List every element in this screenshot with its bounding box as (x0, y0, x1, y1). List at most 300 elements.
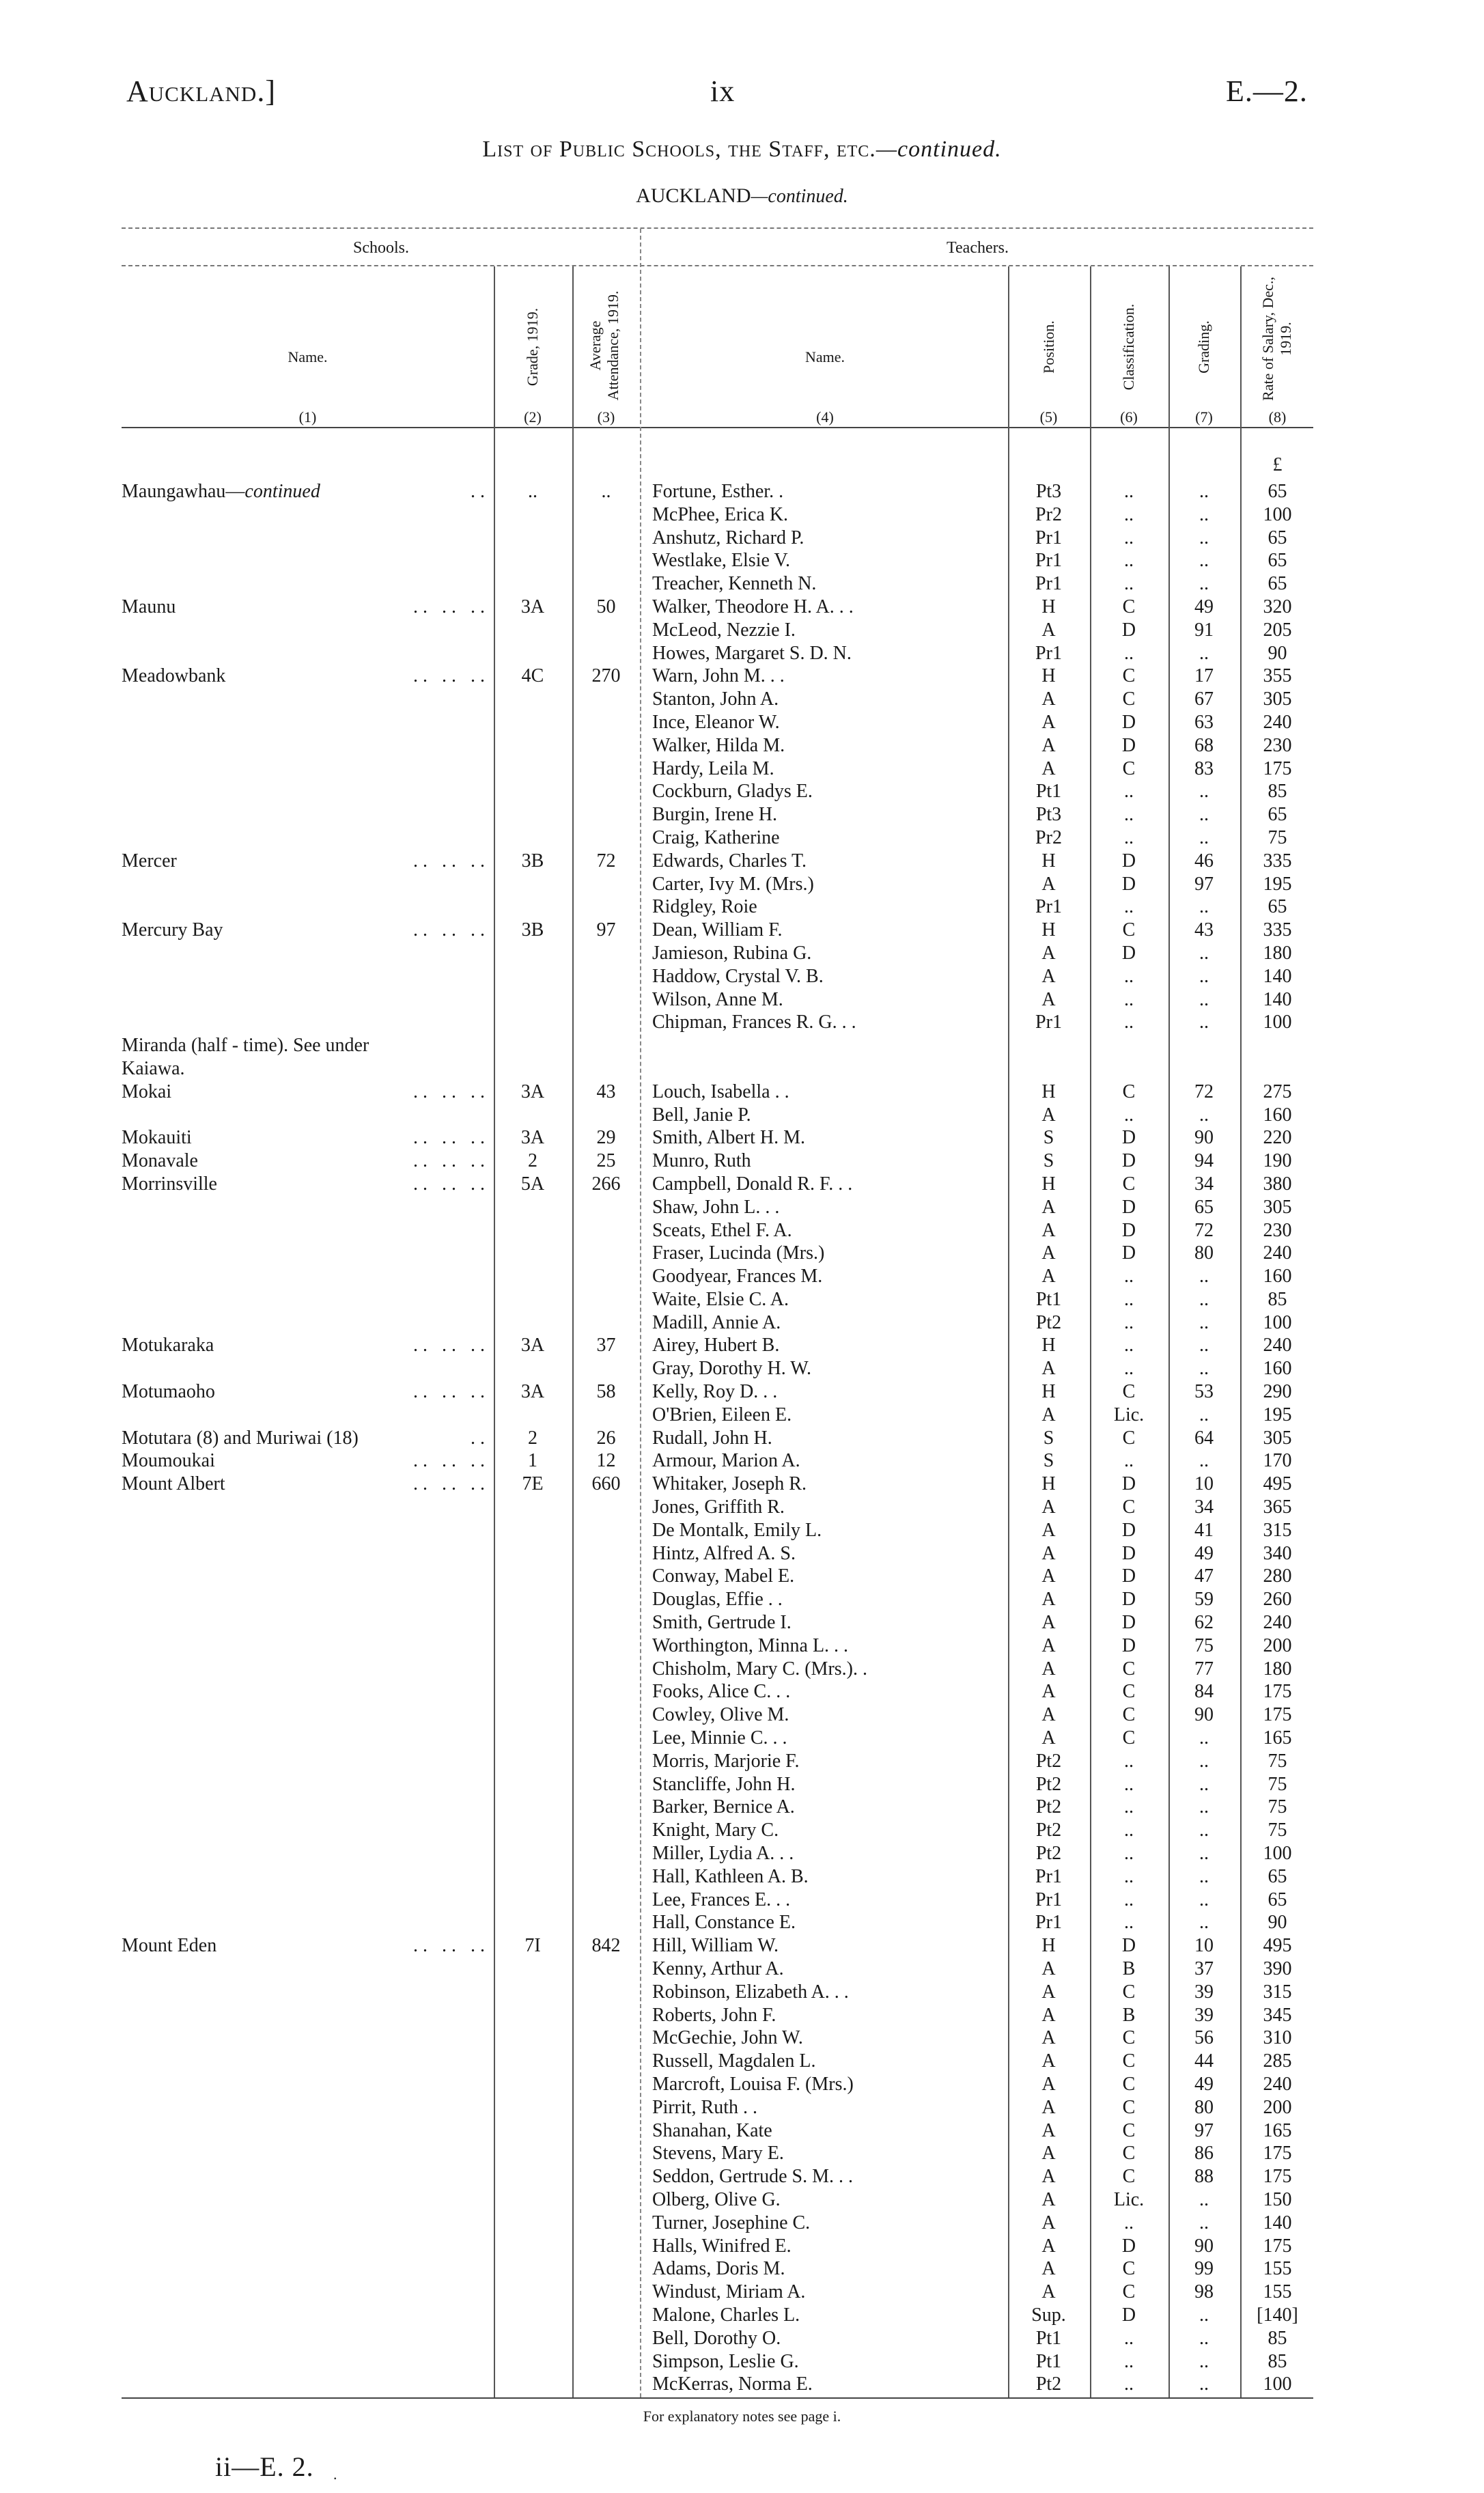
table-row (0, 2096, 1484, 2119)
cell-salary: 90 (1268, 1912, 1287, 1934)
cell-teacher-name: McPhee, Erica K. (652, 503, 789, 525)
cell-attendance: .. (601, 481, 611, 502)
cell-grading: .. (1199, 804, 1209, 826)
cell-salary: 140 (1263, 988, 1292, 1010)
cell-grade: 3A (520, 1127, 545, 1149)
table-row (0, 1219, 1484, 1242)
cell-position: A (1041, 1589, 1056, 1611)
cell-teacher-name: Roberts, John F. (652, 2004, 776, 2026)
cell-classification: C (1122, 2166, 1136, 2188)
cell-grading: .. (1199, 1104, 1209, 1126)
cell-attendance: 26 (596, 1427, 616, 1449)
cell-teacher-name: Craig, Katherine (652, 826, 780, 848)
footer-mark: . (333, 2466, 337, 2483)
cell-salary: 220 (1263, 1127, 1292, 1149)
cell-classification: .. (1124, 1912, 1134, 1934)
table-row (0, 1265, 1484, 1288)
cell-grading: .. (1199, 1773, 1209, 1795)
cell-position: A (1041, 1704, 1056, 1726)
cell-teacher-name: Sceats, Ethel F. A. (652, 1219, 792, 1241)
list-title-continued: —continued. (876, 137, 1002, 162)
cell-teacher-name: Miller, Lydia A. . . (652, 1843, 794, 1865)
cell-classification: D (1121, 1519, 1136, 1541)
cell-attendance: 43 (596, 1081, 616, 1102)
cell-salary: 495 (1263, 1935, 1292, 1957)
cell-position: Pt3 (1035, 481, 1062, 502)
cell-salary: 180 (1263, 942, 1292, 964)
cell-teacher-name: Whitaker, Joseph R. (652, 1473, 807, 1495)
cell-position: A (1041, 942, 1056, 964)
cell-grade: 3A (520, 1335, 545, 1356)
cell-classification: .. (1124, 2212, 1134, 2233)
cell-teacher-name: Fooks, Alice C. . . (652, 1681, 791, 1703)
cell-classification: .. (1124, 1266, 1134, 1287)
cell-salary: 240 (1263, 711, 1292, 733)
cell-salary: 335 (1263, 919, 1292, 941)
cell-position: H (1041, 1081, 1056, 1102)
cell-position: A (1041, 1727, 1056, 1749)
cell-salary: 150 (1263, 2188, 1292, 2210)
cell-classification: D (1121, 2304, 1136, 2326)
cell-grading: 80 (1194, 1242, 1214, 1264)
table-row (0, 1311, 1484, 1335)
table-row (0, 688, 1484, 711)
table-row (0, 2050, 1484, 2073)
cell-position: A (1041, 1358, 1056, 1380)
header-report-code: E.—2. (1226, 74, 1308, 108)
cell-salary: 175 (1263, 1704, 1292, 1726)
col-number-5: (5) (1039, 408, 1058, 426)
table-row (0, 2142, 1484, 2165)
cell-position: A (1041, 1681, 1056, 1703)
cell-grade: 7I (524, 1935, 541, 1957)
cell-position: Pt2 (1035, 1311, 1062, 1333)
cell-position: A (1041, 2166, 1056, 2188)
cell-position: H (1041, 1935, 1056, 1957)
cell-leader-dots: . . . . . . (413, 1173, 485, 1195)
cell-teacher-name: Chisholm, Mary C. (Mrs.). . (652, 1658, 867, 1680)
cell-classification: C (1122, 2096, 1136, 2118)
cell-grading: 75 (1194, 1634, 1214, 1656)
cell-position: A (1041, 1266, 1056, 1287)
cell-teacher-name: Simpson, Leslie G. (652, 2350, 799, 2372)
cell-classification: C (1122, 757, 1136, 779)
cell-grading: 97 (1194, 2119, 1214, 2141)
cell-classification: .. (1124, 781, 1134, 803)
cell-classification: .. (1124, 1843, 1134, 1865)
cell-classification: .. (1124, 1773, 1134, 1795)
table-row (0, 895, 1484, 919)
cell-grading: 90 (1194, 2235, 1214, 2257)
cell-salary: 75 (1268, 1820, 1287, 1841)
list-title (0, 137, 1484, 163)
cell-grading: .. (1199, 1796, 1209, 1818)
cell-salary: 380 (1263, 1173, 1292, 1195)
cell-grade: 7E (522, 1473, 544, 1495)
cell-grading: 83 (1194, 757, 1214, 779)
cell-salary: 100 (1263, 1311, 1292, 1333)
cell-salary: 155 (1263, 2281, 1292, 2303)
cell-grading: 59 (1194, 1589, 1214, 1611)
cell-teacher-name: Ince, Eleanor W. (652, 711, 780, 733)
cell-teacher-name: Worthington, Minna L. . . (652, 1634, 849, 1656)
col-header-position: Position. (1040, 320, 1057, 374)
cell-grading: .. (1199, 1311, 1209, 1333)
table-row (0, 549, 1484, 572)
table-row (0, 1126, 1484, 1150)
cell-position: Pr1 (1035, 896, 1062, 918)
cell-position: A (1041, 1542, 1056, 1564)
col-header-classification: Classification. (1120, 303, 1137, 391)
cell-grading: 98 (1194, 2281, 1214, 2303)
cell-grading: .. (1199, 1912, 1209, 1934)
table-row (0, 1865, 1484, 1889)
cell-salary: 165 (1263, 2119, 1292, 2141)
cell-teacher-name: Hall, Constance E. (652, 1912, 796, 1934)
cell-position: A (1041, 988, 1056, 1010)
cell-grade: 3A (520, 596, 545, 617)
cell-school-name: Mount Albert (122, 1473, 225, 1495)
cell-position: H (1041, 596, 1056, 617)
cell-position: H (1041, 665, 1056, 687)
cell-position: S (1043, 1427, 1054, 1449)
cell-teacher-name: McGechie, John W. (652, 2027, 803, 2049)
cell-teacher-name: Gray, Dorothy H. W. (652, 1358, 812, 1380)
cell-grading: 53 (1194, 1381, 1214, 1403)
cell-classification: .. (1124, 1311, 1134, 1333)
cell-classification: .. (1124, 1865, 1134, 1887)
cell-grading: 99 (1194, 2258, 1214, 2280)
cell-classification: D (1121, 1473, 1136, 1495)
cell-teacher-name: Burgin, Irene H. (652, 804, 777, 826)
cell-position: Pr1 (1035, 642, 1062, 664)
cell-teacher-name: Halls, Winifred E. (652, 2235, 792, 2257)
cell-grading: 49 (1194, 1542, 1214, 1564)
cell-grading: .. (1199, 573, 1209, 595)
cell-position: Pr1 (1035, 573, 1062, 595)
header-page-number: ix (710, 74, 736, 108)
cell-grading: .. (1199, 942, 1209, 964)
cell-salary: 100 (1263, 503, 1292, 525)
table-row (0, 942, 1484, 965)
cell-position: Pt2 (1035, 1773, 1062, 1795)
cell-grading: 90 (1194, 1127, 1214, 1149)
cell-grade: 2 (528, 1427, 537, 1449)
cell-grade: 1 (528, 1450, 537, 1472)
cell-teacher-name: Haddow, Crystal V. B. (652, 965, 824, 987)
cell-position: Pt1 (1035, 1288, 1062, 1310)
table-row (0, 780, 1484, 803)
col-number-3: (3) (597, 408, 615, 426)
region-title-main: AUCKLAND (636, 184, 751, 207)
cell-classification: C (1122, 688, 1136, 710)
cell-position: A (1041, 1104, 1056, 1126)
cell-position: Pt2 (1035, 2373, 1062, 2395)
cell-position: Pr1 (1035, 527, 1062, 548)
cell-teacher-name: Shaw, John L. . . (652, 1196, 780, 1218)
cell-classification: C (1122, 1704, 1136, 1726)
cell-classification: D (1121, 1542, 1136, 1564)
cell-classification: .. (1124, 503, 1134, 525)
cell-salary: 230 (1263, 734, 1292, 756)
cell-grading: 17 (1194, 665, 1214, 687)
cell-salary: 175 (1263, 757, 1292, 779)
cell-position: Pt3 (1035, 804, 1062, 826)
cell-position: A (1041, 1658, 1056, 1680)
cell-school-name: Morrinsville (122, 1173, 217, 1195)
cell-classification: C (1122, 1081, 1136, 1102)
table-row (0, 1196, 1484, 1219)
cell-classification: D (1121, 1935, 1136, 1957)
cell-school-name: Maungawhau—continued (122, 481, 320, 502)
table-row (0, 2350, 1484, 2373)
cell-grading: 62 (1194, 1612, 1214, 1634)
table-row (0, 1288, 1484, 1311)
table-row (0, 1611, 1484, 1634)
cell-salary: 240 (1263, 1335, 1292, 1356)
cell-classification: C (1122, 1681, 1136, 1703)
cell-grade: 3A (520, 1081, 545, 1102)
cell-classification: .. (1124, 826, 1134, 848)
cell-position: A (1041, 2188, 1056, 2210)
cell-teacher-name: Edwards, Charles T. (652, 850, 807, 872)
table-row (0, 1427, 1484, 1450)
cell-grading: .. (1199, 481, 1209, 502)
cell-position: Pr1 (1035, 1865, 1062, 1887)
cell-grading: 91 (1194, 619, 1214, 641)
cell-grading: 80 (1194, 2096, 1214, 2118)
cell-attendance: 25 (596, 1150, 616, 1172)
cell-salary: 100 (1263, 1843, 1292, 1865)
cell-salary: 75 (1268, 1773, 1287, 1795)
table-row (0, 1404, 1484, 1427)
cell-attendance: 842 (591, 1935, 621, 1957)
cell-salary: 495 (1263, 1473, 1292, 1495)
cell-grading: .. (1199, 1750, 1209, 1772)
cell-position: A (1041, 2258, 1056, 2280)
cell-teacher-name: Smith, Gertrude I. (652, 1612, 792, 1634)
cell-salary: 165 (1263, 1727, 1292, 1749)
cell-salary: 355 (1263, 665, 1292, 687)
group-header-schools: Schools. (352, 239, 409, 257)
table-row (0, 1496, 1484, 1519)
table-row (0, 619, 1484, 642)
table-row (0, 1519, 1484, 1542)
cell-classification: .. (1124, 1012, 1134, 1033)
cell-teacher-name: Westlake, Elsie V. (652, 550, 791, 572)
cell-salary: 65 (1268, 1865, 1287, 1887)
cell-grading: .. (1199, 1288, 1209, 1310)
cell-classification: .. (1124, 1358, 1134, 1380)
cell-position: A (1041, 1519, 1056, 1541)
cell-salary: 200 (1263, 2096, 1292, 2118)
cell-grading: 72 (1194, 1081, 1214, 1102)
cell-grading: 77 (1194, 1658, 1214, 1680)
table-row (0, 734, 1484, 757)
cell-classification: .. (1124, 1750, 1134, 1772)
cell-position: H (1041, 1381, 1056, 1403)
cell-grading: 44 (1194, 2050, 1214, 2072)
cell-teacher-name: Dean, William F. (652, 919, 783, 941)
table-row (0, 1150, 1484, 1173)
cell-salary: 315 (1263, 1519, 1292, 1541)
cell-classification: .. (1124, 804, 1134, 826)
cell-position: Pr1 (1035, 1012, 1062, 1033)
cell-classification: C (1122, 1173, 1136, 1195)
cell-classification: D (1121, 873, 1136, 895)
table-row (0, 1634, 1484, 1658)
cell-leader-dots: . . (466, 1427, 485, 1449)
cell-salary: 180 (1263, 1658, 1292, 1680)
cell-classification: .. (1124, 1288, 1134, 1310)
cell-teacher-name: Turner, Josephine C. (652, 2212, 811, 2233)
table-row (0, 1173, 1484, 1196)
cell-position: A (1041, 2143, 1056, 2164)
cell-attendance: 29 (596, 1127, 616, 1149)
cell-position: Sup. (1031, 2304, 1066, 2326)
table-row (0, 2119, 1484, 2143)
cell-teacher-name: Munro, Ruth (652, 1150, 751, 1172)
cell-position: A (1041, 1981, 1056, 2003)
cell-classification: D (1121, 734, 1136, 756)
table-row (0, 2235, 1484, 2258)
table-row (0, 1565, 1484, 1588)
cell-salary: 320 (1263, 596, 1292, 617)
cell-teacher-name: Wilson, Anne M. (652, 988, 783, 1010)
cell-position: A (1041, 688, 1056, 710)
cell-grading: .. (1199, 642, 1209, 664)
currency-symbol: £ (1272, 454, 1283, 475)
cell-classification: C (1122, 665, 1136, 687)
cell-position: A (1041, 2119, 1056, 2141)
cell-teacher-name: Ridgley, Roie (652, 896, 757, 918)
cell-attendance: 266 (591, 1173, 621, 1195)
cell-grading: .. (1199, 988, 1209, 1010)
cell-teacher-name: Knight, Mary C. (652, 1820, 779, 1841)
cell-position: H (1041, 1335, 1056, 1356)
cell-school-name: Motukaraka (122, 1335, 214, 1356)
cell-teacher-name: Marcroft, Louisa F. (Mrs.) (652, 2073, 854, 2095)
cell-teacher-name: Hintz, Alfred A. S. (652, 1542, 796, 1564)
cell-position: S (1043, 1127, 1054, 1149)
cell-classification: D (1121, 1634, 1136, 1656)
cell-classification: C (1122, 2119, 1136, 2141)
table-row (0, 2327, 1484, 2350)
cell-position: H (1041, 919, 1056, 941)
cell-attendance: 270 (591, 665, 621, 687)
cell-salary: 65 (1268, 550, 1287, 572)
cell-grading: 84 (1194, 1681, 1214, 1703)
cell-position: A (1041, 1565, 1056, 1587)
cell-classification: .. (1124, 2327, 1134, 2349)
table-row (0, 527, 1484, 550)
cell-teacher-name: Morris, Marjorie F. (652, 1750, 800, 1772)
cell-classification: C (1122, 2143, 1136, 2164)
cell-grade: 2 (528, 1150, 537, 1172)
cell-grading: 65 (1194, 1196, 1214, 1218)
cell-position: A (1041, 619, 1056, 641)
cell-position: A (1041, 1612, 1056, 1634)
cell-grading: .. (1199, 1266, 1209, 1287)
footnote: For explanatory notes see page i. (643, 2408, 841, 2425)
table-row (0, 2165, 1484, 2188)
cell-leader-dots: . . . . . . (413, 850, 485, 872)
region-title-continued: —continued. (751, 186, 848, 207)
col-header-salary: Rate of Salary, Dec., 1919. (1259, 277, 1294, 401)
cell-teacher-name: Hill, William W. (652, 1935, 779, 1957)
cell-teacher-name: Airey, Hubert B. (652, 1335, 780, 1356)
cell-grading: 97 (1194, 873, 1214, 895)
cell-salary: 345 (1263, 2004, 1292, 2026)
cell-position: A (1041, 2073, 1056, 2095)
cell-teacher-name: Stanton, John A. (652, 688, 779, 710)
cell-salary: 305 (1263, 1196, 1292, 1218)
cell-classification: .. (1124, 1335, 1134, 1356)
col-number-1: (1) (298, 408, 317, 426)
cell-teacher-name: Russell, Magdalen L. (652, 2050, 816, 2072)
cell-classification: .. (1124, 965, 1134, 987)
list-title-main: List of Public Schools, the Staff, etc. (482, 137, 876, 162)
cell-leader-dots: . . . . . . (413, 1335, 485, 1356)
cell-classification: D (1121, 1196, 1136, 1218)
cell-teacher-name: Robinson, Elizabeth A. . . (652, 1981, 849, 2003)
cell-school-name: Meadowbank (122, 665, 226, 687)
cell-school-name: Mercury Bay (122, 919, 223, 941)
cell-grading: 34 (1194, 1496, 1214, 1518)
cell-school-name: Mokai (122, 1081, 172, 1102)
cell-grading: 72 (1194, 1219, 1214, 1241)
table-row (0, 2212, 1484, 2235)
cell-teacher-name: Campbell, Donald R. F. . . (652, 1173, 853, 1195)
cell-attendance: 37 (596, 1335, 616, 1356)
cell-grading: .. (1199, 2304, 1209, 2326)
cell-teacher-name: Madill, Annie A. (652, 1311, 781, 1333)
cell-classification: .. (1124, 1104, 1134, 1126)
cell-position: H (1041, 1173, 1056, 1195)
cell-salary: 205 (1263, 619, 1292, 641)
cell-position: H (1041, 1473, 1056, 1495)
cell-position: A (1041, 2027, 1056, 2049)
table-row (0, 1334, 1484, 1357)
table-row (0, 757, 1484, 781)
cell-teacher-name: Cowley, Olive M. (652, 1704, 789, 1726)
cell-teacher-name: Warn, John M. . . (652, 665, 785, 687)
cell-salary: [140] (1257, 2304, 1298, 2326)
cell-grade: 3A (520, 1381, 545, 1403)
cell-grading: 63 (1194, 711, 1214, 733)
cell-salary: 200 (1263, 1634, 1292, 1656)
cell-grading: .. (1199, 1012, 1209, 1033)
cell-grading: 90 (1194, 1704, 1214, 1726)
cell-classification: C (1122, 2050, 1136, 2072)
table-row (0, 1911, 1484, 1934)
table-row (0, 2188, 1484, 2212)
table-row (0, 965, 1484, 988)
cell-position: Pr2 (1035, 826, 1062, 848)
cell-teacher-name: Lee, Frances E. . . (652, 1889, 791, 1910)
col-number-2: (2) (524, 408, 542, 426)
col-number-6: (6) (1120, 408, 1138, 426)
cell-salary: 65 (1268, 481, 1287, 502)
table-row (0, 1889, 1484, 1912)
cell-classification: C (1122, 1496, 1136, 1518)
cell-leader-dots: . . (466, 481, 485, 502)
cell-classification: .. (1124, 2373, 1134, 2395)
cell-teacher-name: Olberg, Olive G. (652, 2188, 781, 2210)
cell-salary: 285 (1263, 2050, 1292, 2072)
table-row (0, 1242, 1484, 1265)
cell-position: Pt1 (1035, 2350, 1062, 2372)
